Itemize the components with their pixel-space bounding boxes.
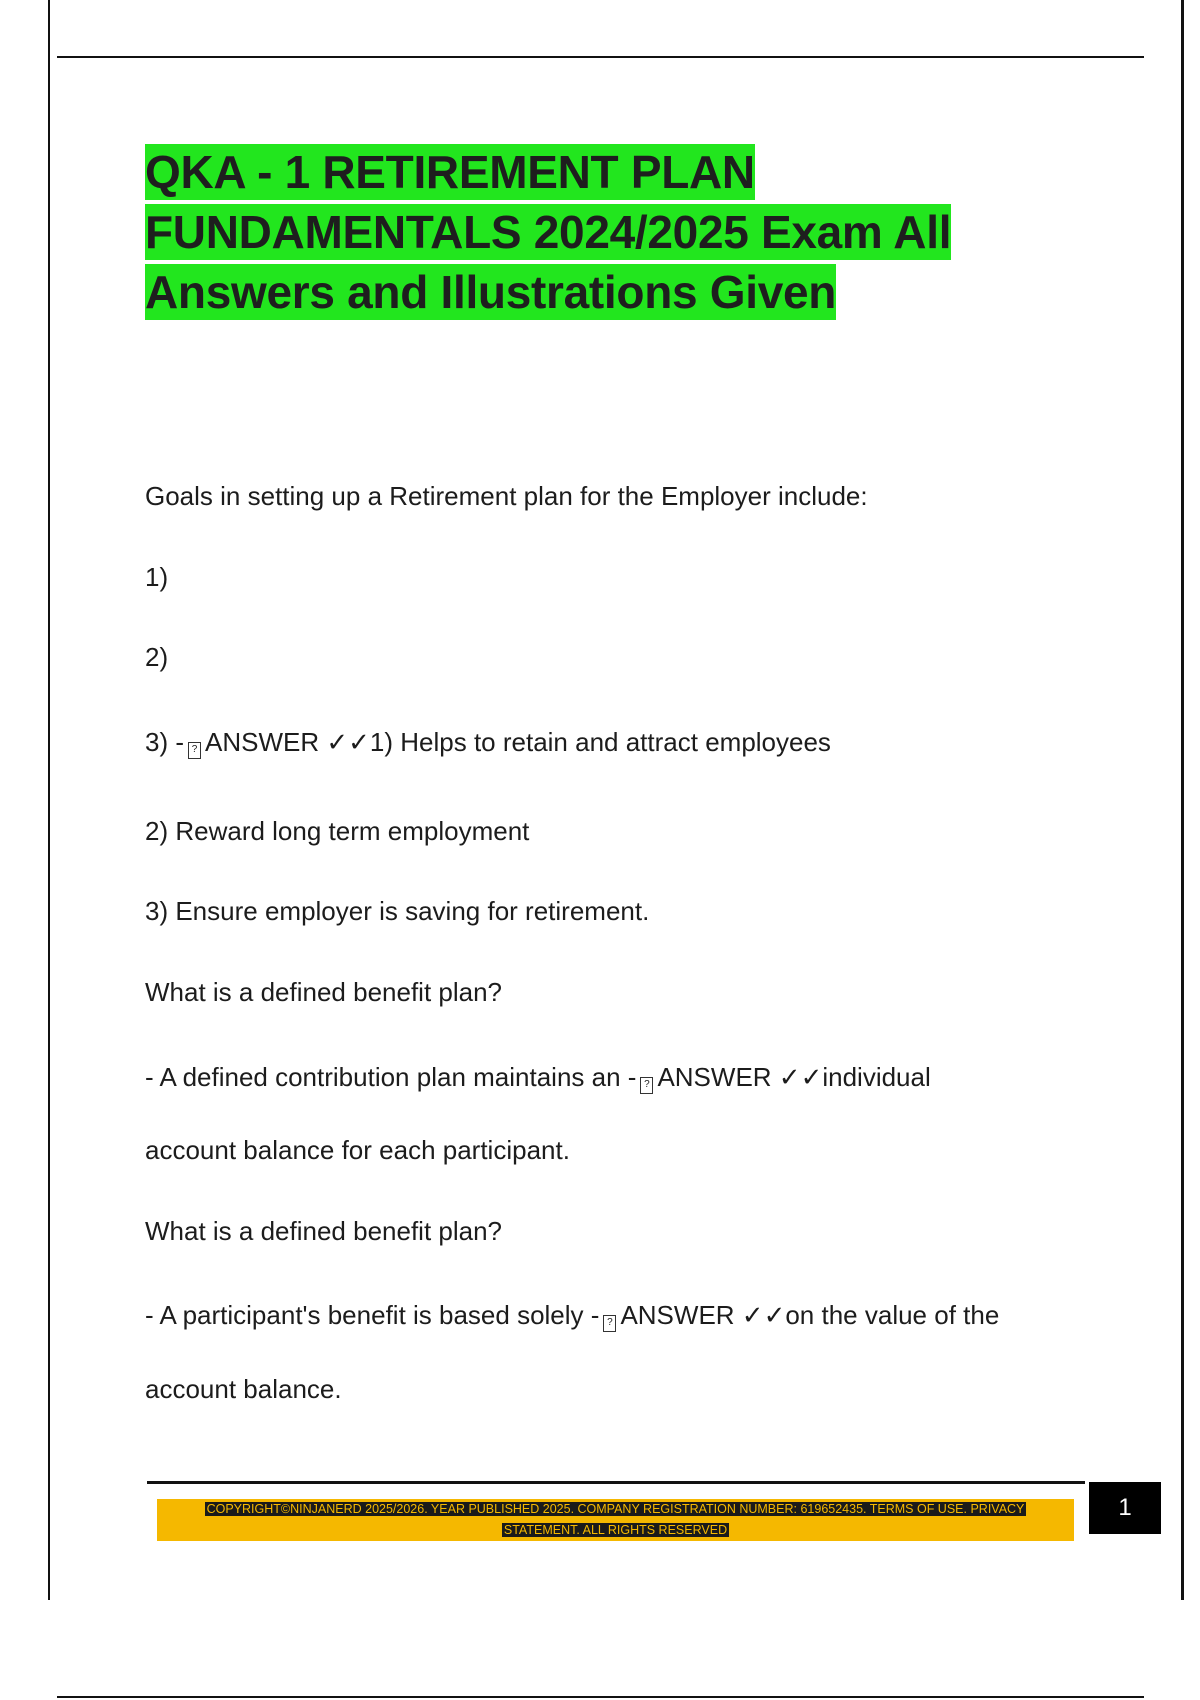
answer-1-text: ANSWER ✓✓1) Helps to retain and attract employees (205, 727, 831, 757)
missing-glyph-icon: ? (640, 1077, 653, 1094)
answer-2-line-2: account balance for each participant. (145, 1135, 570, 1165)
copyright-line-1: COPYRIGHT©NINJANERD 2025/2026. YEAR PUBLISHED 2025. COMPANY REGISTRATION NUMBER: 619652435. TERMS OF USE. PRIVACY (206, 1502, 1025, 1516)
question-2: What is a defined benefit plan? (145, 977, 503, 1007)
title-line-3: Answers and Illustrations Given (145, 266, 837, 318)
answer-2-prefix: - A defined contribution plan maintains an - (145, 1062, 637, 1092)
question-1: Goals in setting up a Retirement plan for the Employer include: (145, 481, 868, 511)
missing-glyph-icon: ? (603, 1315, 616, 1332)
page-right-border (1181, 0, 1184, 1600)
answer-2-line-1 (145, 1061, 931, 1094)
document-title (145, 142, 1045, 322)
missing-glyph-icon: ? (188, 742, 201, 759)
answer-1-prefix: 3) - (145, 727, 184, 757)
page-number: 1 (1089, 1482, 1161, 1534)
answer-2-text: ANSWER ✓✓individual (657, 1062, 931, 1092)
question-1-item-1: 1) (145, 562, 169, 592)
answer-3-prefix: - A participant's benefit is based solely - (145, 1300, 600, 1330)
answer-3-line-1 (145, 1299, 999, 1332)
header-rule (57, 56, 1144, 58)
answer-1-line-1 (145, 726, 831, 759)
answer-3-text: ANSWER ✓✓on the value of the (620, 1300, 1000, 1330)
answer-1-line-3: 3) Ensure employer is saving for retirement. (145, 896, 650, 926)
question-3: What is a defined benefit plan? (145, 1216, 503, 1246)
copyright-band (157, 1499, 1074, 1541)
footer-rule (147, 1481, 1085, 1484)
answer-3-line-2: account balance. (145, 1374, 342, 1404)
question-1-item-2: 2) (145, 642, 169, 672)
page-left-border (48, 0, 50, 1600)
next-page-rule (57, 1696, 1144, 1698)
title-line-2: FUNDAMENTALS 2024/2025 Exam All (145, 206, 952, 258)
title-line-1: QKA - 1 RETIREMENT PLAN (145, 146, 755, 198)
copyright-line-2: STATEMENT. ALL RIGHTS RESERVED (503, 1523, 728, 1537)
answer-1-line-2: 2) Reward long term employment (145, 816, 530, 846)
